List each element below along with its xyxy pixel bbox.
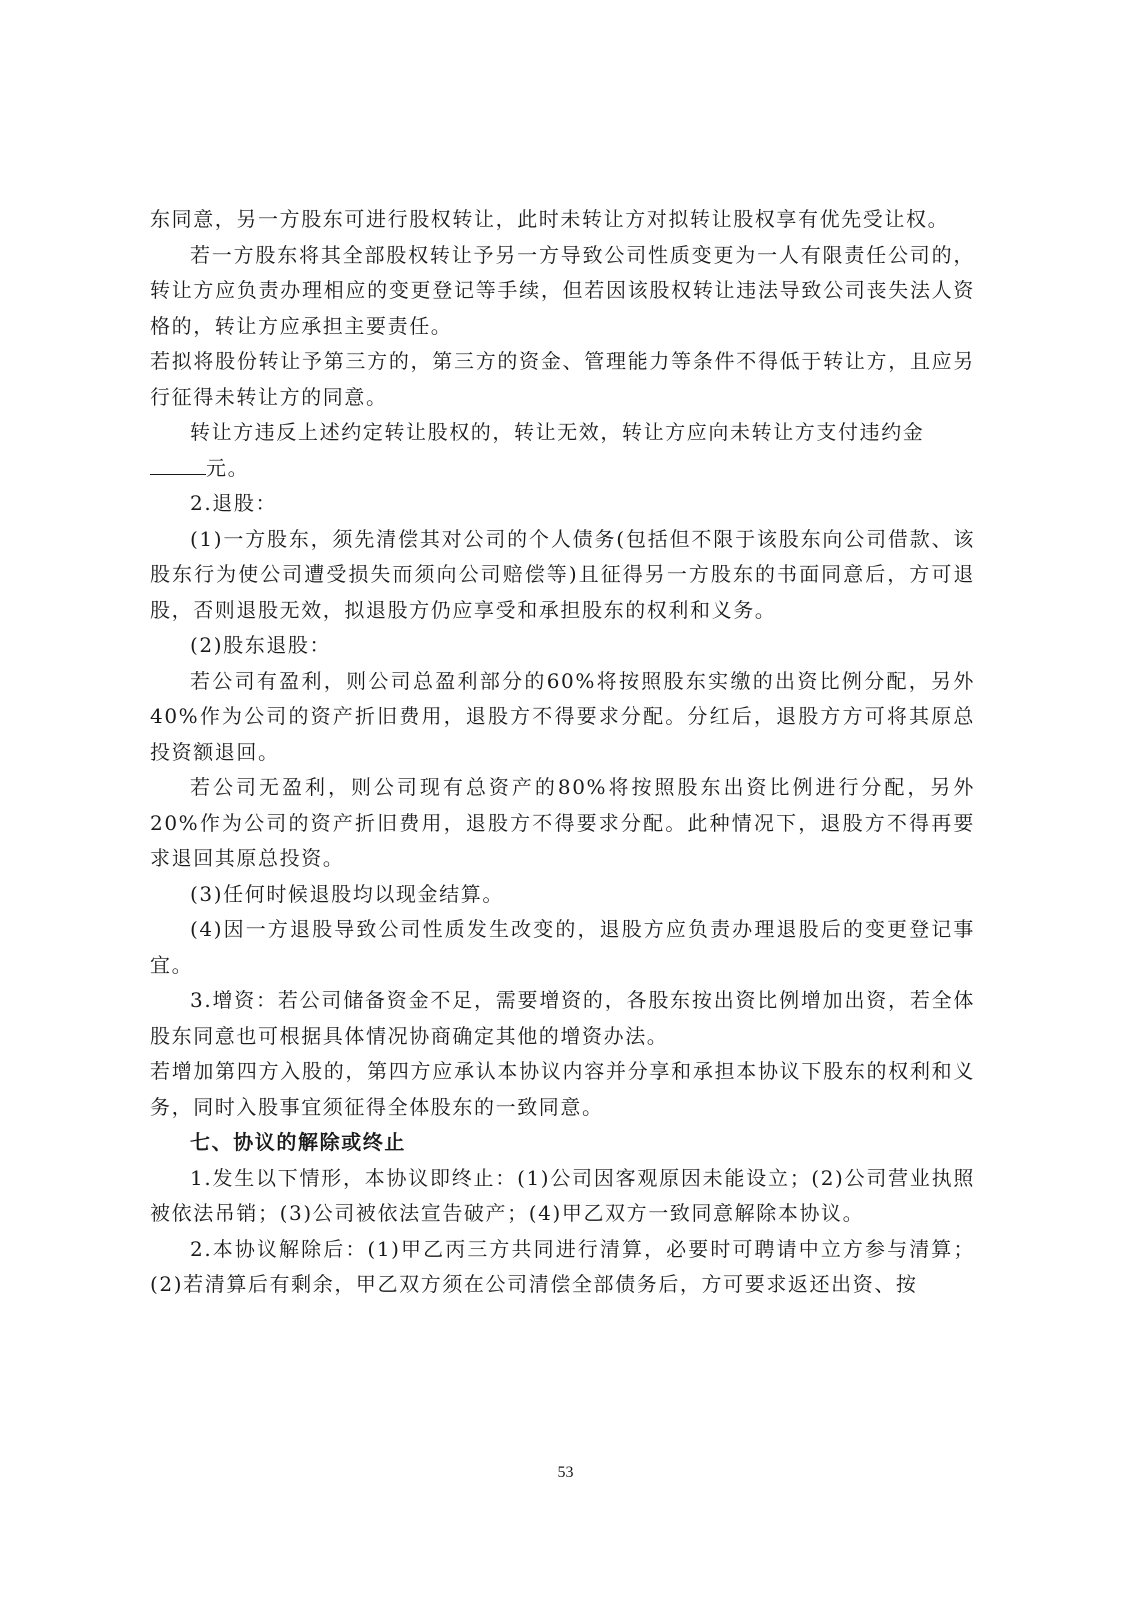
breach-penalty-text: 转让方违反上述约定转让股权的，转让无效，转让方应向未转让方支付违约金 bbox=[190, 420, 925, 444]
paragraph-breach-penalty bbox=[150, 415, 975, 486]
paragraph-withdrawal-2-title: (2)股东退股： bbox=[190, 633, 332, 657]
paragraph-transfer-consent: 东同意，另一方股东可进行股权转让，此时未转让方对拟转让股权享有优先受让权。 bbox=[150, 207, 950, 231]
paragraph-withdrawal-title: 2.退股： bbox=[190, 491, 278, 515]
breach-penalty-suffix: 元。 bbox=[206, 455, 250, 480]
paragraph-fourth-party: 若增加第四方入股的，第四方应承认本协议内容并分享和承担本协议下股东的权利和义务，同时入股事宜须征得全体股东的一致同意。 bbox=[150, 1059, 975, 1119]
paragraph-no-profit-case: 若公司无盈利，则公司现有总资产的80%将按照股东出资比例进行分配，另外20%作为公司的资产折旧费用，退股方不得要求分配。此种情况下，退股方不得再要求退回其原总投资。 bbox=[150, 775, 975, 870]
paragraph-withdrawal-4: (4)因一方退股导致公司性质发生改变的，退股方应负责办理退股后的变更登记事宜。 bbox=[150, 917, 975, 977]
paragraph-withdrawal-1: (1)一方股东，须先清偿其对公司的个人债务(包括但不限于该股东向公司借款、该股东行为使公司遭受损失而须向公司赔偿等)且征得另一方股东的书面同意后，方可退股，否则退股无效，拟退股方仍应享受和承担股东的权利和义务。 bbox=[150, 526, 975, 622]
paragraph-capital-increase: 3.增资：若公司储备资金不足，需要增资的，各股东按出资比例增加出资，若全体股东同意也可根据具体情况协商确定其他的增资办法。 bbox=[150, 988, 975, 1048]
paragraph-withdrawal-3: (3)任何时候退股均以现金结算。 bbox=[190, 881, 504, 906]
paragraph-third-party-transfer: 若拟将股份转让予第三方的，第三方的资金、管理能力等条件不得低于转让方，且应另行征得未转让方的同意。 bbox=[150, 349, 975, 409]
paragraph-profit-case: 若公司有盈利，则公司总盈利部分的60%将按照股东实缴的出资比例分配，另外40%作为公司的资产折旧费用，退股方不得要求分配。分红后，退股方方可将其原总投资额退回。 bbox=[150, 668, 975, 764]
paragraph-full-transfer: 若一方股东将其全部股权转让予另一方导致公司性质变更为一人有限责任公司的，转让方应负责办理相应的变更登记等手续，但若因该股权转让违法导致公司丧失法人资格的，转让方应承担主要责任。 bbox=[150, 242, 975, 338]
body-text bbox=[150, 202, 975, 1303]
paragraph-termination-1: 1.发生以下情形，本协议即终止：(1)公司因客观原因未能设立；(2)公司营业执照被依法吊销；(3)公司被依法宣告破产；(4)甲乙双方一致同意解除本协议。 bbox=[150, 1165, 975, 1225]
section-heading: 七、协议的解除或终止 bbox=[190, 1130, 406, 1154]
paragraph-termination-2: 2.本协议解除后：(1)甲乙丙三方共同进行清算，必要时可聘请中立方参与清算；(2)若清算后有剩余，甲乙双方须在公司清偿全部债务后，方可要求返还出资、按 bbox=[150, 1236, 975, 1296]
penalty-amount-blank bbox=[150, 454, 206, 475]
page-number: 53 bbox=[557, 1464, 574, 1481]
